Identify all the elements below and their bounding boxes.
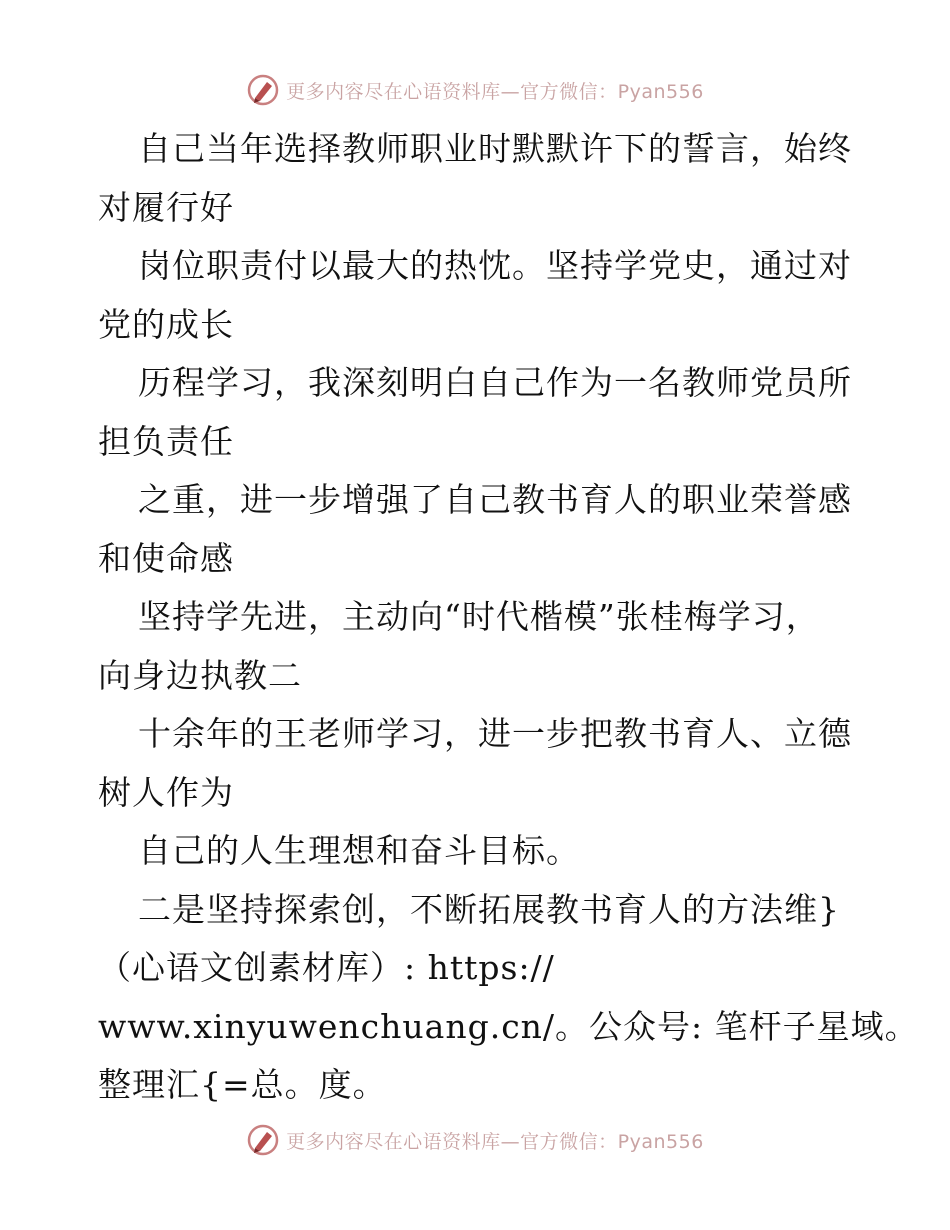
text-line: 自己当年选择教师职业时默默许下的誓言，始终: [138, 129, 852, 168]
text-line: www.xinyuwenchuang.cn/。公众号: 笔杆子星域。: [98, 1006, 919, 1046]
text-line: （心语文创素材库）: https://: [98, 948, 555, 987]
text-line: 岗位职责付以最大的热忱。坚持学党史，通过对: [138, 246, 852, 285]
text-line: 之重，进一步增强了自己教书育人的职业荣誉感: [138, 480, 852, 519]
text-line: 自己的人生理想和奋斗目标。: [138, 831, 580, 870]
text-line: 担负责任: [98, 421, 234, 461]
text-line: 历程学习，我深刻明白自己作为一名教师党员所: [138, 363, 852, 402]
text-line: 党的成长: [98, 304, 234, 344]
pen-logo-icon: [246, 1123, 280, 1157]
text-line: 和使命感: [98, 538, 234, 578]
text-line: 向身边执教二: [98, 655, 302, 695]
text-line: 坚持学先进，主动向“时代楷模”张桂梅学习，: [138, 597, 820, 636]
text-line: 整理汇{=总。度。: [98, 1065, 387, 1104]
text-line: 二是坚持探索创，不断拓展教书育人的方法维}: [138, 889, 840, 929]
watermark-text: 更多内容尽在心语资料库—官方微信：Pyan556: [286, 80, 704, 103]
text-line: 十余年的王老师学习，进一步把教书育人、立德: [138, 714, 852, 753]
text-line: 对履行好: [98, 187, 234, 227]
text-line: 树人作为: [98, 772, 234, 812]
watermark-text: 更多内容尽在心语资料库—官方微信：Pyan556: [286, 1130, 704, 1153]
pen-logo-icon: [246, 73, 280, 107]
document-body: [98, 120, 919, 1115]
header-watermark: [0, 70, 950, 110]
footer-watermark: [0, 1120, 950, 1160]
